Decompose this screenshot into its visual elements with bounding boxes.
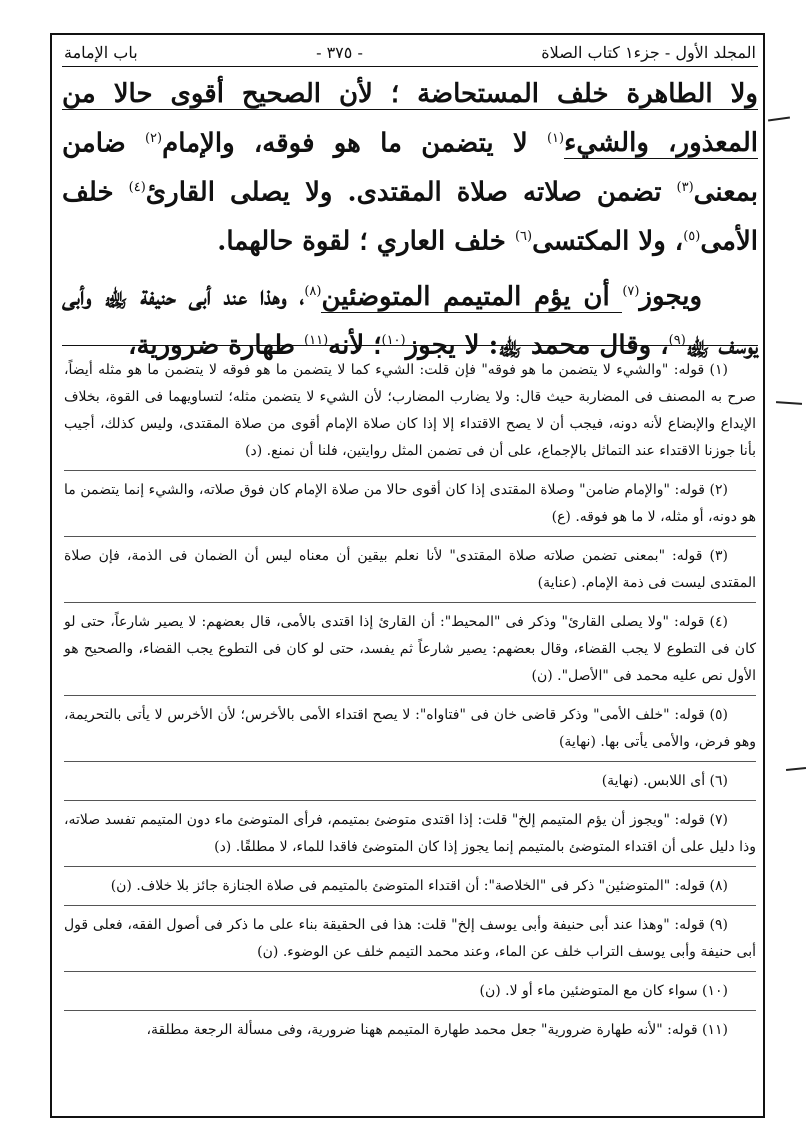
footnote-separator <box>64 602 756 603</box>
main-text <box>62 72 758 368</box>
main-text-span: خلف العاري ؛ لقوة حالهما. <box>217 226 515 257</box>
footnote-ref-2: (٢) <box>144 130 163 146</box>
footnote-separator <box>64 536 756 537</box>
main-text-span: ضامن بمعنى <box>62 128 758 208</box>
footnote-8: (٨) قوله: "المتوضئين" ذكر فى "الخلاصة": أن اقتداء المتوضئ بالمتيمم فى صلاة الجنازة جائز بلا خلاف. (ن) <box>110 878 728 894</box>
main-text-span: خلف الأمى <box>62 177 758 257</box>
footnote-5: (٥) قوله: "خلف الأمى" وذكر قاضى خان فى "فتاواه": لا يصح اقتداء الأمى بالأخرس؛ لأن الأخرس لا يأتى بالتحريمة، وهو فرض، والأمى يأتى بها. (نهاية) <box>64 707 756 750</box>
main-text-span: تضمن صلاته صلاة المقتدى. ولا يصلى القارئ <box>145 177 677 208</box>
footnote-4: (٤) قوله: "ولا يصلى القارئ" وذكر فى "المحيط": أن القارئ إذا اقتدى بالأمى، قال بعضهم: لا يصير شارعاً، حتى لو كان فى التطوع لا يجب القضاء، وقال بعضهم: يصير شارعاً ثم يفسد، حتى لو كان فى التطوع يجب القضاء، والصحيح هو الأول نص عليه محمد فى "الأصل". (ن) <box>64 614 756 684</box>
footnote-1: (١) قوله: "والشيء لا يتضمن ما هو فوقه" فإن قلت: الشيء كما لا يتضمن ما هو فوقه لا يتضمن ما هو مثله أيضاً، صرح به المصنف فى المضاربة حيث قال: ولا يضارب المضارب؛ لأن الشيء لا يتضمن مثله؛ لتساويهما فى القوة، بخلاف الإيداع والإبضاع لأنه دونه، فيجب أن لا يصح الاقتداء إلا إذا كان صلاة الإمام أقوى من صلاة المقتدى، وليس كذلك، أجيب بأنا جوزنا الاقتداء عند التماثل بالإجماع، على أن فى تضمن المثل روايتين، فلنا أن نمنع. (د) <box>64 362 756 459</box>
volume-chapter-title: المجلد الأول - جزء١ كتاب الصلاة <box>541 42 756 62</box>
main-text-span: أن يؤم المتيمم المتوضئين <box>321 281 623 312</box>
footnote-ref-11: (١١) <box>304 333 329 349</box>
footnote-separator <box>64 695 756 696</box>
footnote-separator <box>64 761 756 762</box>
footnote-separator <box>64 866 756 867</box>
main-text-span: ، ولا المكتسى <box>532 226 684 257</box>
footnote-2: (٢) قوله: "والإمام ضامن" وصلاة المقتدى إذا كان أقوى حالا من صلاة الإمام كان فوق صلاته، والشيء إنما يتضمن ما هو دونه، أو مثله، لا ما هو فوقه. (ع) <box>64 482 756 525</box>
main-text-span: طهارة ضرورية، <box>128 330 305 361</box>
footnote-ref-1: (١) <box>546 130 565 146</box>
main-text-span: ، وهذا عند أبى حنيفة ﵀ وأبى يوسف ﵀ <box>62 281 758 361</box>
footnote-ref-6: (٦) <box>514 228 533 244</box>
footnote-separator <box>64 470 756 471</box>
footnote-9: (٩) قوله: "وهذا عند أبى حنيفة وأبى يوسف إلخ" قلت: هذا فى الحقيقة بناء على ما ذكر فى أصول الفقه، فعلى قول أبى حنيفة وأبى يوسف التراب خلف عن الماء، وعند محمد التيمم خلف عن الوضوء. (ن) <box>64 917 756 960</box>
footnote-separator <box>64 971 756 972</box>
footnotes-divider <box>62 345 758 346</box>
footnote-separator <box>64 905 756 906</box>
footnote-3: (٣) قوله: "بمعنى تضمن صلاته صلاة المقتدى" لأنا نعلم بيقين أن معناه ليس أن الضمان فى الذمة، فإن صلاة المقتدى ليست فى ذمة الإمام. (عناية) <box>64 548 756 591</box>
running-header <box>64 38 756 66</box>
margin-scan-mark <box>768 116 790 121</box>
main-paragraph-1 <box>62 72 758 264</box>
margin-scan-mark <box>776 401 802 405</box>
footnote-ref-3: (٣) <box>676 179 694 195</box>
footnote-ref-7: (٧) <box>622 283 640 299</box>
page-number: - ٣٧٥ - <box>316 42 363 62</box>
footnote-separator <box>64 1010 756 1011</box>
footnote-ref-10: (١٠) <box>381 333 406 349</box>
main-text-span: ولا الطاهرة خلف المستحاضة ؛ لأن الصحيح أقوى حالا من المعذور، والشيء <box>62 79 758 159</box>
main-text-span: لا يتضمن ما هو فوقه، والإمام <box>162 128 547 159</box>
margin-scan-mark <box>786 767 806 771</box>
footnote-ref-8: (٨) <box>304 283 322 299</box>
main-paragraph-2 <box>62 270 758 368</box>
main-text-span: ، وقال محمد ﵀: لا يجوز <box>405 330 669 361</box>
main-text-span: ويجوز <box>639 281 703 312</box>
footnote-separator <box>64 800 756 801</box>
footnote-11: (١١) قوله: "لأنه طهارة ضرورية" جعل محمد طهارة المتيمم ههنا ضرورية، وفى مسألة الرجعة مطلقة، <box>146 1022 728 1038</box>
section-title: باب الإمامة <box>64 42 138 62</box>
footnote-7: (٧) قوله: "ويجوز أن يؤم المتيمم إلخ" قلت: إذا اقتدى متوضئ بمتيمم، فرأى المتوضئ ماء دون المتيمم تفسد صلاته، وذا دليل على أن اقتداء المتوضئ بالمتيمم إنما يجوز إذا كان المتوضئ فاقدا للماء، لا مطلقًا. (د) <box>64 812 756 855</box>
footnotes <box>64 357 756 1044</box>
main-text-span: ؛ لأنه <box>328 330 382 361</box>
footnote-6: (٦) أى اللابس. (نهاية) <box>601 773 728 789</box>
footnote-ref-9: (٩) <box>668 333 686 349</box>
footnote-10: (١٠) سواء كان مع المتوضئين ماء أو لا. (ن) <box>479 983 728 999</box>
footnote-ref-5: (٥) <box>683 228 701 244</box>
footnote-ref-4: (٤) <box>128 179 146 195</box>
header-divider <box>62 66 758 67</box>
